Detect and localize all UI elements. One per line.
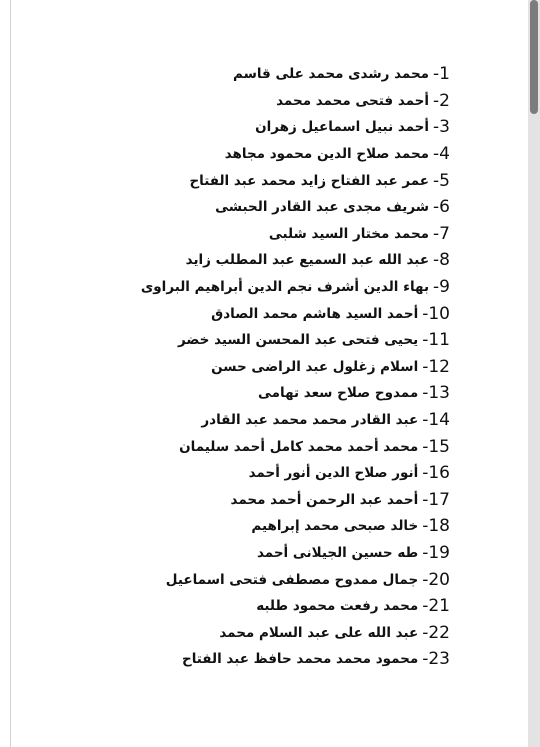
item-number: -7 <box>433 223 450 244</box>
item-name: محمد صلاح الدين محمود مجاهد <box>224 146 430 163</box>
list-item <box>150 300 450 327</box>
list-item <box>150 194 450 221</box>
list-item <box>150 619 450 646</box>
item-number: -17 <box>422 489 450 510</box>
item-name: عمر عبد الفتاح زايد محمد عبد الفتاح <box>189 172 430 189</box>
item-name: محمود محمد محمد حافظ عبد الفتاح <box>181 651 419 668</box>
item-number: -14 <box>422 410 450 431</box>
item-name: أحمد فتحى محمد محمد <box>276 92 430 109</box>
item-name: عبد القادر محمد محمد عبد القادر <box>201 412 419 429</box>
item-name: ممدوح صلاح سعد تهامى <box>258 385 419 402</box>
item-name: شريف مجدى عبد القادر الحبشى <box>215 199 430 216</box>
names-list <box>140 61 450 673</box>
item-name: اسلام زغلول عبد الراضى حسن <box>211 358 419 375</box>
item-number: -19 <box>422 542 450 563</box>
list-item <box>150 327 450 354</box>
item-number: -16 <box>422 463 450 484</box>
list-item <box>150 167 450 194</box>
item-number: -11 <box>422 330 450 351</box>
list-item <box>150 380 450 407</box>
list-item <box>150 593 450 620</box>
item-name: عبد الله على عبد السلام محمد <box>219 624 419 641</box>
item-number: -3 <box>433 117 450 138</box>
list-item <box>150 114 450 141</box>
item-name: خالد صبحى محمد إبراهيم <box>251 518 419 535</box>
list-item <box>150 513 450 540</box>
item-name: أحمد عبد الرحمن أحمد محمد <box>230 491 419 508</box>
list-item <box>150 354 450 381</box>
item-number: -13 <box>422 383 450 404</box>
item-number: -15 <box>422 436 450 457</box>
item-name: أحمد نبيل اسماعيل زهران <box>255 119 430 136</box>
item-number: -9 <box>433 277 450 298</box>
list-item <box>150 646 450 673</box>
item-name: محمد أحمد محمد كامل أحمد سليمان <box>179 438 419 455</box>
item-number: -1 <box>433 64 450 85</box>
item-name: محمد مختار السيد شلبى <box>268 225 430 242</box>
item-number: -23 <box>422 649 450 670</box>
item-number: -12 <box>422 356 450 377</box>
list-item <box>150 221 450 248</box>
item-number: -20 <box>422 569 450 590</box>
item-name: أحمد السيد هاشم محمد الصادق <box>211 305 419 322</box>
item-name: أنور صلاح الدين أنور أحمد <box>248 465 419 482</box>
item-name: يحيى فتحى عبد المحسن السيد خضر <box>177 332 419 349</box>
item-name: طه حسين الجيلانى أحمد <box>256 544 419 561</box>
item-number: -22 <box>422 622 450 643</box>
item-number: -18 <box>422 516 450 537</box>
list-item <box>150 540 450 567</box>
item-number: -10 <box>422 303 450 324</box>
item-name: بهاء الدين أشرف نجم الدين أبراهيم البراوى <box>140 279 430 296</box>
item-number: -5 <box>433 170 450 191</box>
item-name: محمد رشدى محمد على قاسم <box>232 66 430 83</box>
list-item <box>140 274 450 301</box>
item-number: -4 <box>433 144 450 165</box>
item-name: محمد رفعت محمود طلبه <box>256 598 419 615</box>
list-item <box>150 61 450 88</box>
list-item <box>150 487 450 514</box>
item-number: -2 <box>433 90 450 111</box>
list-item <box>150 247 450 274</box>
list-item <box>150 407 450 434</box>
list-item <box>150 566 450 593</box>
list-item <box>150 460 450 487</box>
item-number: -21 <box>422 596 450 617</box>
item-name: جمال ممدوح مصطفى فتحى اسماعيل <box>165 571 419 588</box>
page-edge-line <box>10 0 11 747</box>
item-number: -8 <box>433 250 450 271</box>
item-number: -6 <box>433 197 450 218</box>
list-item <box>150 433 450 460</box>
item-name: عبد الله عبد السميع عبد المطلب زايد <box>185 252 430 269</box>
list-item <box>150 88 450 115</box>
list-item <box>150 141 450 168</box>
scrollbar-thumb[interactable] <box>530 0 538 114</box>
